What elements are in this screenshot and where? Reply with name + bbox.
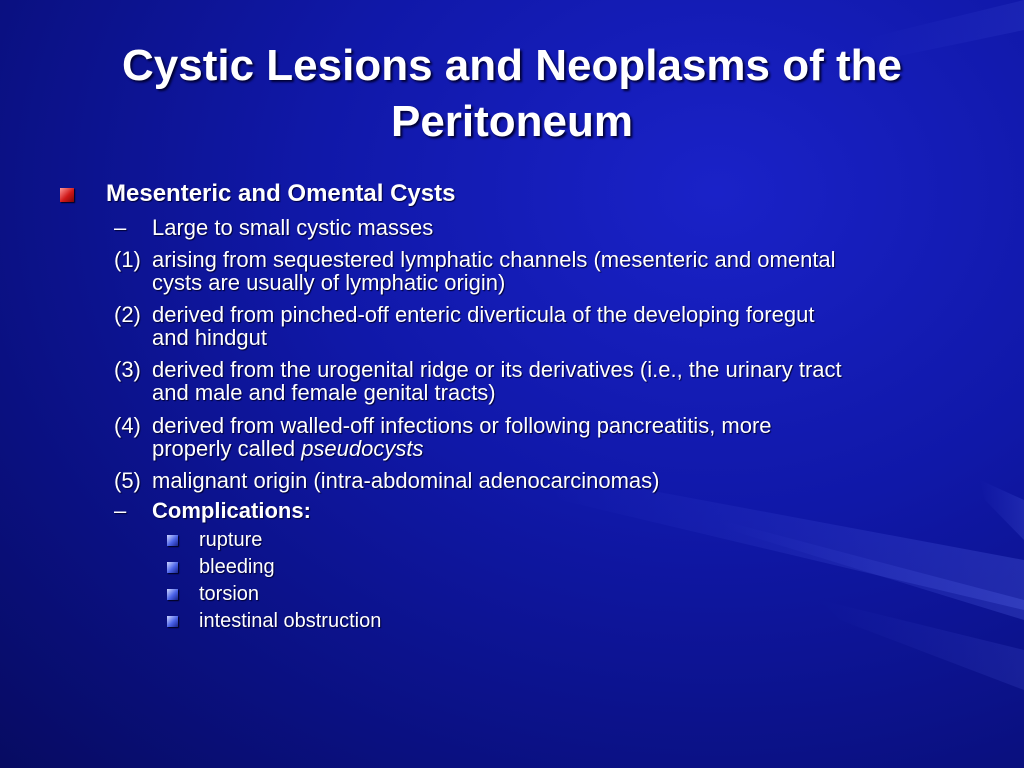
origin-text-continued: cysts are usually of lymphatic origin) [152,270,506,295]
complication-item: intestinal obstruction [199,610,382,632]
origin-text-continued: and male and female genital tracts) [152,380,496,405]
blue-square-bullet-icon [167,616,178,627]
origin-text: malignant origin (intra-abdominal adenocarcinomas) [152,468,660,493]
origin-text-continued: and hindgut [152,325,267,350]
origin-number: (5) [114,468,141,493]
origin-number: (3) [114,357,141,382]
complications-label: Complications: [152,498,311,523]
origin-text: derived from walled-off infections or following pancreatitis, more [152,413,772,438]
red-square-bullet-icon [60,188,74,202]
complication-item: bleeding [199,556,275,578]
origin-text: arising from sequestered lymphatic channels (mesenteric and omental [152,247,836,272]
complication-item: torsion [199,583,260,605]
origin-text: derived from the urogenital ridge or its derivatives (i.e., the urinary tract [152,357,842,382]
dash-bullet: – [114,498,127,523]
blue-square-bullet-icon [167,589,178,600]
complication-item: rupture [199,529,263,551]
section-heading: Mesenteric and Omental Cysts [106,180,456,207]
blue-square-bullet-icon [167,562,178,573]
dash-bullet: – [114,215,127,240]
origin-text: derived from pinched-off enteric diverticula of the developing foregut [152,302,815,327]
pseudocysts-term: pseudocysts [301,436,424,461]
origin-text-continued [152,436,972,462]
origin-number: (4) [114,413,141,438]
slide-title: Cystic Lesions and Neoplasms of the Peritoneum [122,41,902,146]
origin-number: (2) [114,302,141,327]
origin-text-prefix: properly called [152,436,302,461]
origin-number: (1) [114,247,141,272]
blue-square-bullet-icon [167,535,178,546]
summary-text: Large to small cystic masses [152,215,434,240]
